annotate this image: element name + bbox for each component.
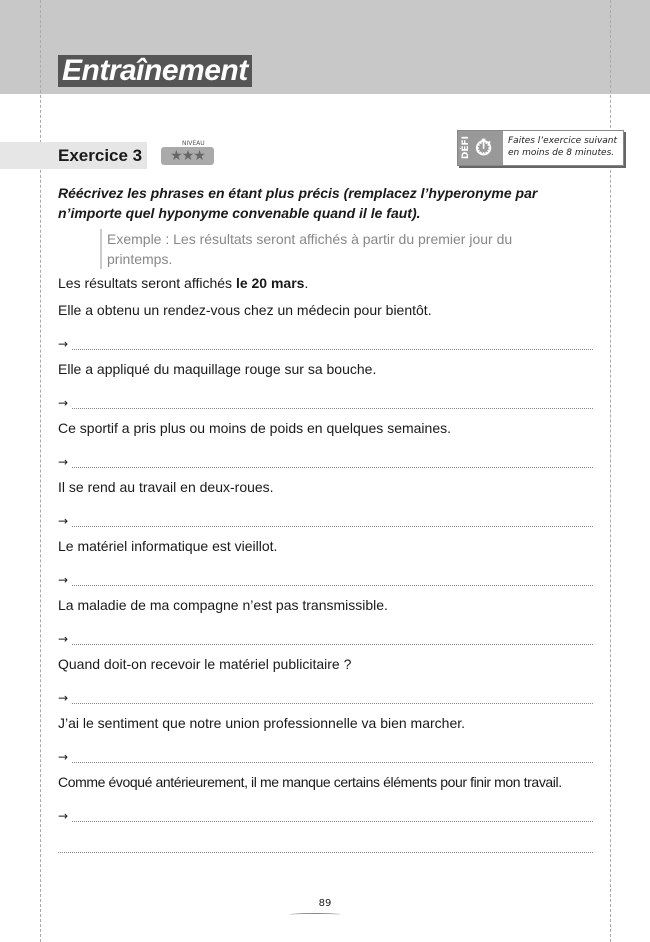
- arrow-icon: →: [58, 514, 69, 528]
- exercise-sentence: Comme évoqué antérieurement, il me manque certains éléments pour finir mon travail.: [58, 774, 562, 790]
- answer-line[interactable]: [58, 690, 593, 704]
- answer-line[interactable]: [58, 336, 593, 350]
- answer-field[interactable]: [72, 467, 593, 468]
- arrow-icon: →: [58, 809, 69, 823]
- arrow-icon: →: [58, 632, 69, 646]
- challenge-box: [457, 130, 624, 166]
- answer-field[interactable]: [72, 821, 593, 822]
- page-number: 89: [318, 898, 332, 909]
- extra-answer-line[interactable]: [58, 852, 593, 853]
- answer-field[interactable]: [72, 349, 593, 350]
- answer-line[interactable]: [58, 749, 593, 763]
- answer-line[interactable]: [58, 513, 593, 527]
- page-number-swoosh: [290, 913, 340, 916]
- challenge-text: [503, 131, 617, 165]
- arrow-icon: →: [58, 455, 69, 469]
- exercise-sentence: Le matériel informatique est vieillot.: [58, 538, 278, 554]
- model-end: .: [304, 275, 309, 291]
- challenge-tag: [458, 131, 503, 165]
- challenge-text-line1: Faites l’exercice suivant: [508, 136, 618, 146]
- answer-field[interactable]: [72, 644, 593, 645]
- answer-field[interactable]: [72, 526, 593, 527]
- level-label: NIVEAU: [182, 140, 205, 147]
- answer-field[interactable]: [72, 408, 593, 409]
- exercise-sentence: La maladie de ma compagne n’est pas transmissible.: [58, 597, 388, 613]
- example: Exemple : Les résultats seront affichés à partir du premier jour du printemps.: [100, 229, 580, 269]
- exercise-label: Exercice 3: [58, 146, 143, 165]
- model-answer: [58, 275, 308, 291]
- exercise-sentence: Ce sportif a pris plus ou moins de poids en quelques semaines.: [58, 420, 451, 436]
- answer-line[interactable]: [58, 395, 593, 409]
- exercise-sentence: Elle a obtenu un rendez-vous chez un médecin pour bientôt.: [58, 302, 432, 318]
- arrow-icon: →: [58, 337, 69, 351]
- model-bold: le 20 mars: [235, 275, 305, 291]
- exercise-sentence: Quand doit-on recevoir le matériel publicitaire ?: [58, 656, 352, 672]
- instruction: Réécrivez les phrases en étant plus précis (remplacez l’hyperonyme par n’importe quel hyponyme convenable quand il le faut).: [58, 185, 538, 221]
- exercise-sentence: Il se rend au travail en deux-roues.: [58, 479, 274, 495]
- answer-line[interactable]: [58, 808, 593, 822]
- answer-field[interactable]: [72, 585, 593, 586]
- answer-line[interactable]: [58, 631, 593, 645]
- arrow-icon: →: [58, 691, 69, 705]
- level-stars-icon: ★★★: [161, 147, 214, 165]
- page-title: Entraînement: [58, 55, 252, 87]
- stopwatch-icon: ⏱: [475, 135, 493, 161]
- challenge-text-line2: en moins de 8 minutes.: [508, 148, 615, 158]
- arrow-icon: →: [58, 750, 69, 764]
- arrow-icon: →: [58, 573, 69, 587]
- answer-line[interactable]: [58, 454, 593, 468]
- challenge-tag-label: DÉFI: [461, 136, 471, 160]
- answer-field[interactable]: [72, 703, 593, 704]
- answer-line[interactable]: [58, 572, 593, 586]
- exercise-sentence: Elle a appliqué du maquillage rouge sur sa bouche.: [58, 361, 377, 377]
- arrow-icon: →: [58, 396, 69, 410]
- answer-field[interactable]: [72, 762, 593, 763]
- exercise-sentence: J’ai le sentiment que notre union professionnelle va bien marcher.: [58, 715, 466, 731]
- model-text: Les résultats seront affichés: [58, 275, 236, 291]
